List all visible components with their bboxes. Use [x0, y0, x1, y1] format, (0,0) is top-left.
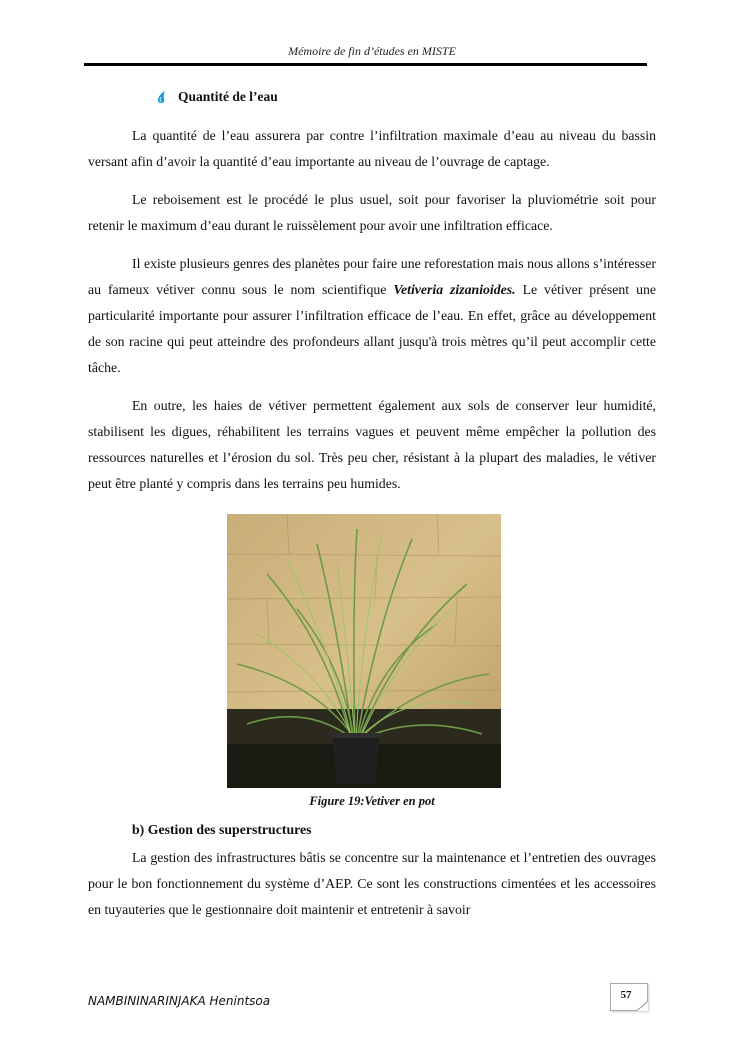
page-number: 57 — [620, 989, 632, 1001]
figure-caption: Figure 19:Vetiver en pot — [309, 794, 435, 808]
paragraph-1: La quantité de l’eau assurera par contre l’infiltration maximale d’eau au niveau du bassin versant afin d’avoir la quantité d’eau importante au niveau de l’ouvrage de captage. — [88, 128, 656, 169]
page-curl-icon — [636, 1001, 648, 1011]
scientific-name: Vetiveria zizanioides. — [393, 282, 516, 297]
footer-author: NAMBININARINJAKA Henintsoa — [88, 994, 271, 1008]
section-heading — [155, 89, 278, 105]
droplet-icon — [155, 90, 169, 104]
section-b-heading: b) Gestion des superstructures — [132, 822, 312, 837]
paragraph-2: Le reboisement est le procédé le plus usuel, soit pour favoriser la pluviométrie soit pour retenir le maximum d’eau durant le ruissèlement pour avoir une infiltration efficace. — [88, 192, 656, 233]
vetiver-photo — [227, 514, 501, 788]
section-b-paragraph: La gestion des infrastructures bâtis se concentre sur la maintenance et l’entretien des ouvrages pour le bon fonctionnement du système d’AEP. Ce sont les constructions cimentées et les accessoires en tuyauteries que le gestionnaire doit maintenir et entretenir à savoir — [88, 850, 656, 917]
paragraph-3 — [88, 251, 656, 381]
page-number-box — [610, 983, 648, 1011]
paragraph-4: En outre, les haies de vétiver permettent également aux sols de conserver leur humidité, stabilisent les digues, réhabilitent les terrains vagues et peuvent même empêcher la pollution des ressources naturelles et l’érosion du sol. Très peu cher, résistant à la plupart des maladies, le vétiver peut être planté y compris dans les terrains peu humides. — [88, 398, 656, 491]
header-rule — [84, 63, 647, 66]
paragraph-3-text-b: Le vétiver présent une particularité importante pour assurer l’infiltration efficace de l’eau. En effet, grâce au développement de son racine qui peut atteindre des profondeurs allant jusqu'à trois mètres qu’il peut accomplir cette tâche. — [88, 282, 656, 375]
paragraph-3-text-a: Il existe plusieurs genres des planètes pour faire une reforestation mais nous allons s’intéresser au fameux vétiver connu sous le nom scientifique — [88, 256, 656, 297]
page-header-title: Mémoire de fin d’études en MISTE — [288, 44, 456, 58]
section-heading-label: Quantité de l’eau — [178, 89, 278, 104]
